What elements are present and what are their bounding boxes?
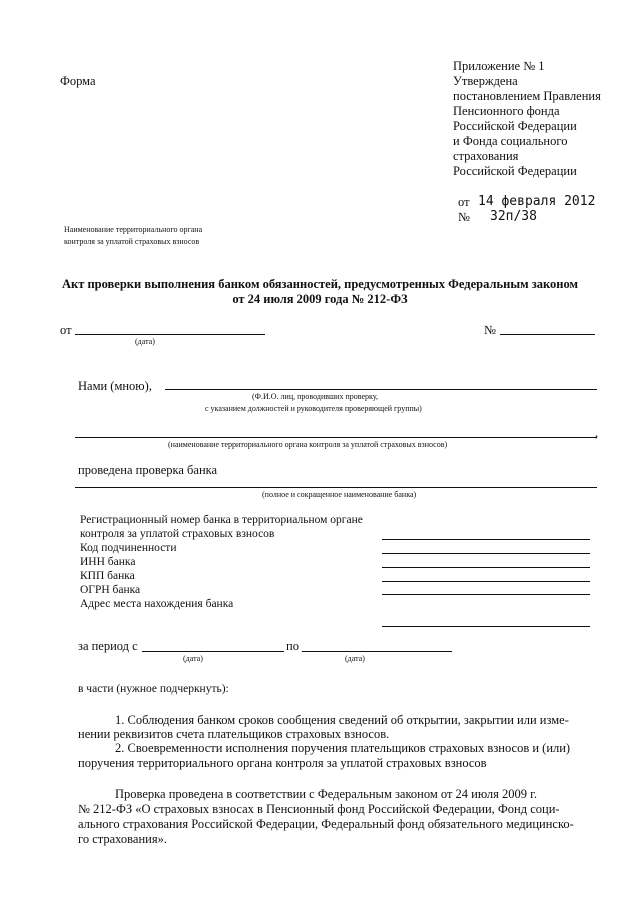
approval-line: Пенсионного фонда — [453, 104, 560, 118]
approval-line: Утверждена — [453, 74, 518, 88]
period-from-field-line[interactable] — [142, 651, 284, 652]
inspectors-field-line[interactable] — [165, 389, 597, 390]
approval-number-prefix: № — [458, 210, 470, 224]
requisite-label: КПП банка — [80, 570, 135, 582]
requisite-field-line[interactable] — [382, 539, 590, 540]
basis-line: ального страхования Российской Федерации, Федеральный фонд обязательного медицинско- — [78, 817, 574, 831]
bank-label: проведена проверка банка — [78, 463, 218, 477]
inspectors-caption: с указанием должностей и руководителя проверяющей группы) — [205, 404, 422, 413]
bank-field-line[interactable] — [75, 487, 597, 488]
requisite-label: Код подчиненности — [80, 542, 177, 554]
basis-line: № 212-ФЗ «О страховых взносах в Пенсионный фонд Российской Федерации, Фонд соци- — [78, 802, 560, 816]
approval-date-prefix: от — [458, 195, 470, 209]
requisite-field-line[interactable] — [382, 553, 590, 554]
form-label: Форма — [60, 74, 96, 88]
ot-label: от — [60, 323, 72, 337]
inspectors-label: Нами (мною), — [78, 379, 152, 393]
number-field-line[interactable] — [500, 334, 595, 335]
basis-line: Проверка проведена в соответствии с Федеральным законом от 24 июля 2009 г. — [115, 787, 537, 801]
item-line: нении реквизитов счета плательщиков страховых взносов. — [78, 727, 390, 741]
organ-field-line[interactable] — [75, 437, 597, 438]
comma: , — [595, 426, 599, 440]
organ-label-line: контроля за уплатой страховых взносов — [64, 237, 200, 246]
bank-caption: (полное и сокращенное наименование банка) — [262, 490, 417, 499]
approval-line: постановлением Правления — [453, 89, 601, 103]
date-caption: (дата) — [135, 337, 155, 346]
item-line: поручения территориального органа контроля за уплатой страховых взносов — [78, 756, 487, 770]
requisite-label: контроля за уплатой страховых взносов — [80, 528, 275, 540]
approval-number-value: 32п/38 — [490, 209, 537, 224]
number-label: № — [484, 323, 496, 337]
period-po-label: по — [286, 639, 299, 653]
requisite-field-line[interactable] — [382, 594, 590, 595]
part-label: в части (нужное подчеркнуть): — [78, 683, 229, 695]
approval-line: Российской Федерации — [453, 119, 577, 133]
period-from-caption: (дата) — [183, 654, 203, 663]
approval-line: и Фонда социального — [453, 134, 568, 148]
approval-line: Российской Федерации — [453, 164, 577, 178]
requisite-label: ОГРН банка — [80, 584, 141, 596]
basis-line: го страхования». — [78, 832, 167, 846]
period-to-caption: (дата) — [345, 654, 365, 663]
period-label: за период с — [78, 639, 138, 653]
requisite-label: Регистрационный номер банка в территориальном органе — [80, 514, 363, 526]
inspectors-caption: (Ф.И.О. лиц, проводивших проверку, — [252, 392, 378, 401]
requisite-field-line[interactable] — [382, 581, 590, 582]
requisite-field-line[interactable] — [382, 626, 590, 627]
item-line: 2. Своевременности исполнения поручения плательщиков страховых взносов и (или) — [115, 741, 571, 755]
approval-line: Приложение № 1 — [453, 59, 545, 73]
organ-label-line: Наименование территориального органа — [64, 225, 203, 234]
document-title-line: от 24 июля 2009 года № 212-ФЗ — [232, 292, 408, 306]
approval-line: страхования — [453, 149, 519, 163]
item-line: 1. Соблюдения банком сроков сообщения сведений об открытии, закрытии или изме- — [115, 713, 569, 727]
period-to-field-line[interactable] — [302, 651, 452, 652]
document-title-line: Акт проверки выполнения банком обязанностей, предусмотренных Федеральным законом — [61, 277, 579, 291]
date-field-line[interactable] — [75, 334, 265, 335]
requisite-label: Адрес места нахождения банка — [80, 598, 234, 610]
requisite-label: ИНН банка — [80, 556, 136, 568]
requisite-field-line[interactable] — [382, 567, 590, 568]
approval-date-value: 14 февраля 2012 — [478, 194, 596, 209]
organ-caption: (наименование территориального органа контроля за уплатой страховых взносов) — [168, 440, 448, 449]
